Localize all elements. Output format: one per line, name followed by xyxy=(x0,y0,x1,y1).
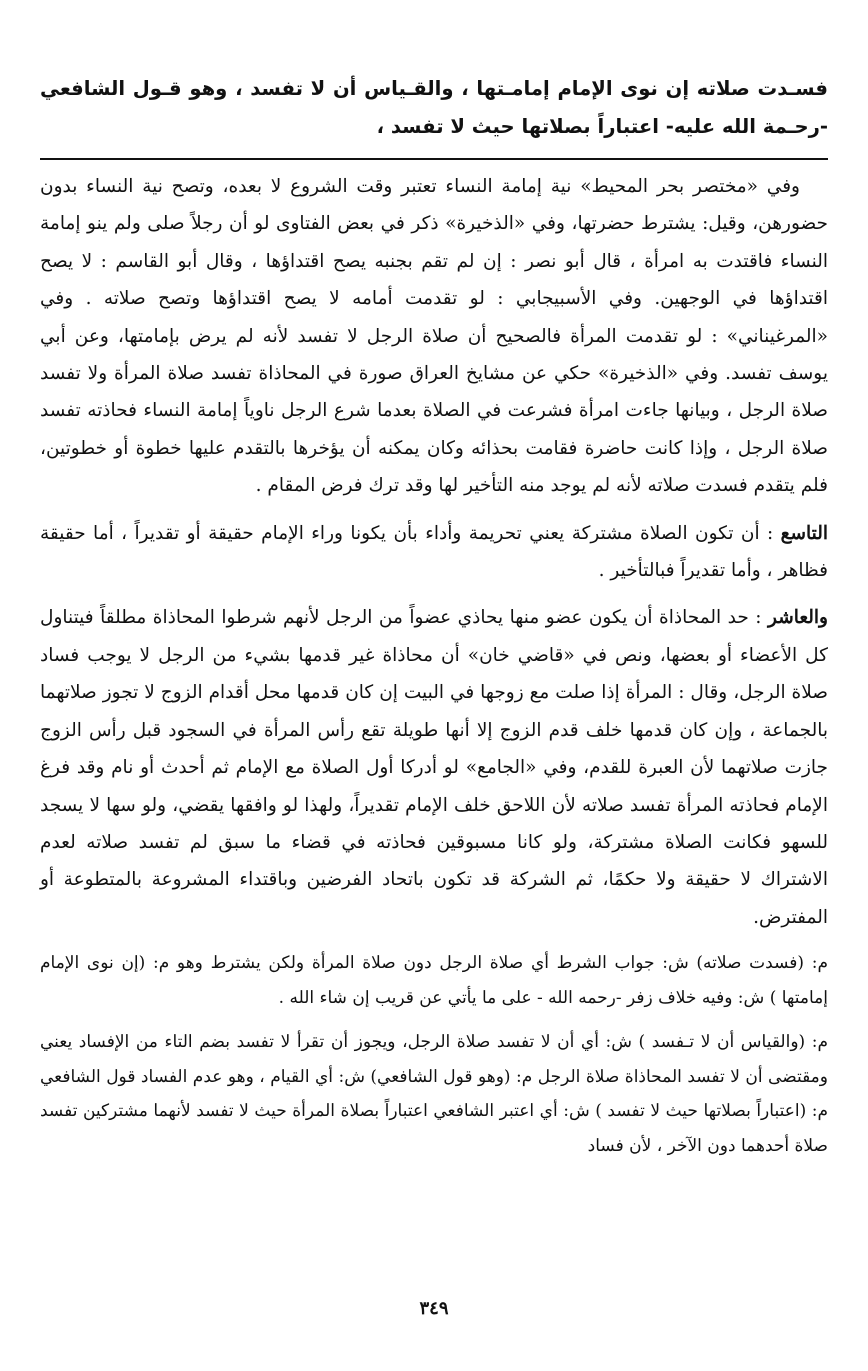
separator-rule xyxy=(40,158,828,160)
paragraph-tenth xyxy=(40,599,828,936)
paragraph-lead: التاسع xyxy=(780,522,828,544)
paragraph-text: وفي «مختصر بحر المحيط» نية إمامة النساء تعتبر وقت الشروع لا بعده، وتصح نية النساء بدون حضورهن، وقيل: يشترط حضرتها، وفي «الذخيرة» ذكر في بعض الفتاوى لو أن رجلاً صلى ولم ينو إمامة النساء فاقتدت به امرأة ، قال أبو نصر : إن لم تقم بجنبه يصح اقتداؤها ، وقال أبو القاسم : لا يصح اقتداؤها في الوجهين. وفي الأسبيجابي : لو تقدمت أمامه لا يصح اقتداؤها وتصح صلاته . وفي «المرغيناني» : لو تقدمت المرأة فالصحيح أن صلاة الرجل لا تفسد لأنه لم يرض بإمامتها، وعن أبي يوسف تفسد. وفي «الذخيرة» حكي عن مشايخ العراق صورة في المحاذاة تفسد صلاة المرأة ولا تفسد صلاة الرجل ، وبيانها جاءت امرأة فشرعت في الصلاة بعدما شرع الرجل ناوياً إمامة النساء فحاذته تفسد صلاة الرجل ، وإذا كانت حاضرة فقامت بحذائه وكان يمكنه أن يؤخرها بالتقدم عليها خطوة أو خطوتين، فلم يتقدم فسدت صلاته لأنه لم يوجد منه التأخير لها وقد ترك فرض المقام . xyxy=(40,176,828,497)
paragraph-text: : حد المحاذاة أن يكون عضو منها يحاذي عضواً من الرجل لأنهم شرطوا المحاذاة مطلقاً فيتناول كل الأعضاء أو بعضها، ونص في «قاضي خان» أن محاذاة غير قدمها بشيء من الرجل لا يوجب فساد صلاة الرجل، وقال : المرأة إذا صلت مع زوجها في البيت إن كان قدمها محل أقدام الزوج لا تجوز صلاتهما بالجماعة ، وإن كان قدمها خلف قدم الزوج إلا أنها طويلة تقع رأس المرأة في السجود قبل رأس الزوج جازت صلاتهما لأن العبرة للقدم، وفي «الجامع» لو أدركا أول الصلاة مع الإمام ثم أحدث أو نام وقد فرغ الإمام فحاذته المرأة تفسد صلاته لأن اللاحق خلف الإمام تقديراً، ولهذا لو وافقها يقضي، ولو سها لا يسجد للسهو فكانت الصلاة مشتركة، ولو كانا مسبوقين فحاذته في قضاء ما سبق لم تفسد صلاته لعدم الاشتراك لا حقيقة ولا حكمًا، ثم الشركة قد تكون باتحاد الفرضين وباقتداء المشروعة بالمتطوعة أو المفترض. xyxy=(40,607,828,928)
paragraph-sharh-2 xyxy=(40,1025,828,1163)
paragraph-text: (فسدت صلاته) ش: جواب الشرط أي صلاة الرجل دون صلاة المرأة ولكن يشترط وهو م: (إن نوى الإمام إمامتها ) ش: وفيه خلاف زفر -رحمه الله - على ما يأتي عن قريب إن شاء الله . xyxy=(40,953,828,1008)
page-number: ٣٤٩ xyxy=(419,1298,449,1319)
paragraph-ninth xyxy=(40,515,828,590)
paragraph-lead: م: xyxy=(811,1032,829,1053)
commentary-body xyxy=(40,168,828,1163)
paragraph-text: (والقياس أن لا تـفسد ) ش: أي أن لا تفسد صلاة الرجل، ويجوز أن تقرأ لا تفسد بضم التاء من الإفساد يعني ومقتضى أن لا تفسد المحاذاة صلاة الرجل م: (وهو قول الشافعي) ش: أي القيام ، وهو عدم الفساد قول الشافعي م: (اعتباراً بصلاتها حيث لا تفسد ) ش: أي اعتبر الشافعي اعتباراً بصلاة المرأة حيث لا تفسد لأنهما مشتركين تفسد صلاة أحدهما دون الآخر ، لأن فساد xyxy=(40,1032,828,1156)
paragraph-sharh-1 xyxy=(40,946,828,1015)
paragraph-text: : أن تكون الصلاة مشتركة يعني تحريمة وأداء بأن يكونا وراء الإمام حقيقة أو تقديراً ، أما حقيقة فظاهر ، وأما تقديراً فبالتأخير . xyxy=(40,522,828,582)
paragraph-lead: والعاشر xyxy=(768,607,828,629)
paragraph-mukhtasar xyxy=(40,168,828,505)
quoted-matn-header: فسـدت صلاته إن نوى الإمام إمامـتها ، والقـياس أن لا تفسد ، وهو قـول الشافعي -رحـمة الله عليه- اعتباراً بصلاتها حيث لا تفسد ، xyxy=(40,77,828,138)
paragraph-lead: م: xyxy=(811,953,828,974)
